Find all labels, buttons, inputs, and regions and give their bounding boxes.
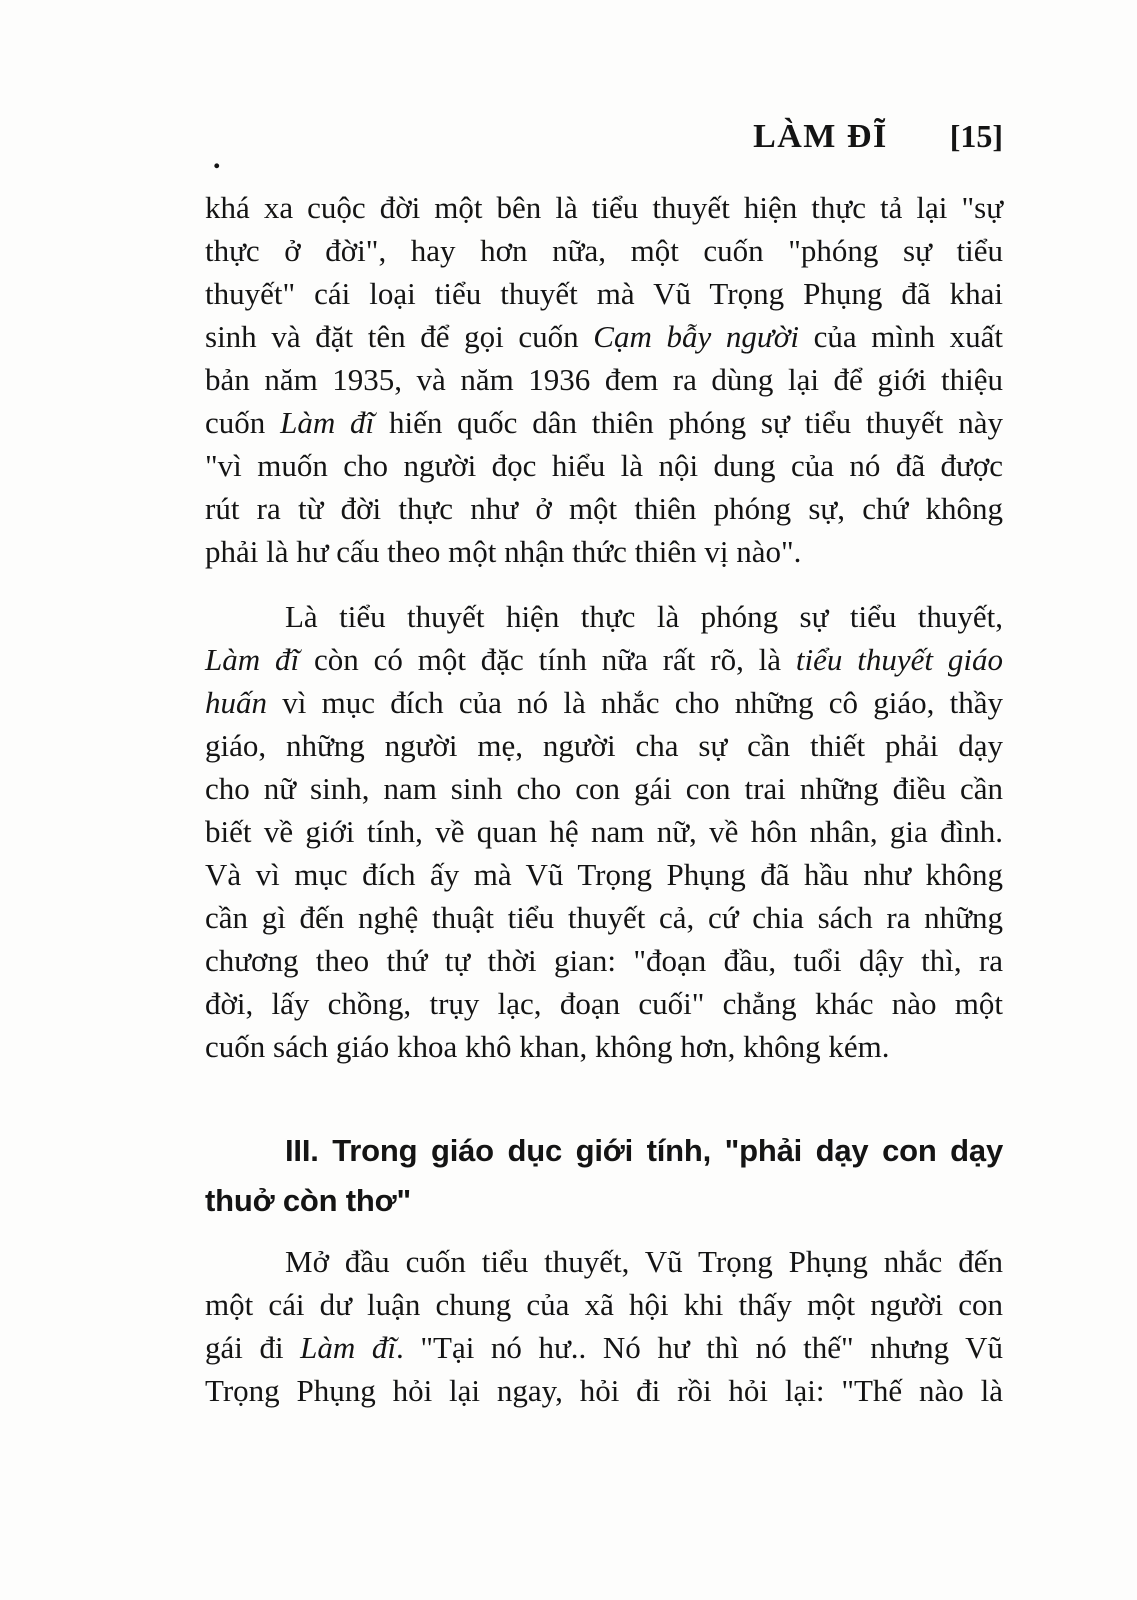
book-title-header: LÀM ĐĨ bbox=[753, 118, 888, 155]
text-segment: đời, lấy chồng, trụy lạc, đoạn cuối" chẳng khác nào một bbox=[205, 986, 1003, 1021]
book-title-italic: Cạm bẫy người bbox=[593, 319, 799, 354]
text-line bbox=[205, 1283, 1003, 1326]
text-segment: "vì muốn cho người đọc hiểu là nội dung của nó đã được bbox=[205, 448, 1003, 483]
text-body bbox=[205, 186, 1003, 1412]
text-segment: vì mục đích của nó là nhắc cho những cô giáo, thầy bbox=[267, 685, 1003, 720]
text-segment: sinh và đặt tên để gọi cuốn bbox=[205, 319, 594, 354]
text-segment: gái đi bbox=[205, 1330, 301, 1365]
text-line bbox=[205, 810, 1003, 853]
text-segment: cuốn bbox=[205, 405, 281, 440]
text-segment: chương theo thứ tự thời gian: "đoạn đầu, tuổi dậy thì, ra bbox=[205, 943, 1003, 978]
paragraph-2 bbox=[205, 595, 1003, 1068]
text-segment: Trọng Phụng hỏi lại ngay, hỏi đi rồi hỏi lại: "Thế nào là bbox=[205, 1373, 1003, 1408]
text-segment: III. Trong giáo dục giới tính, "phải dạy con dạy bbox=[285, 1133, 1003, 1168]
text-line bbox=[205, 1126, 1003, 1176]
text-segment: biết về giới tính, về quan hệ nam nữ, về hôn nhân, gia đình. bbox=[205, 814, 1003, 849]
paragraph-1 bbox=[205, 186, 1003, 573]
text-line bbox=[205, 724, 1003, 767]
text-line bbox=[205, 896, 1003, 939]
text-line bbox=[205, 767, 1003, 810]
text-segment: thuở còn thơ" bbox=[205, 1183, 411, 1218]
text-line bbox=[205, 982, 1003, 1025]
text-segment: hiến quốc dân thiên phóng sự tiểu thuyết này bbox=[374, 405, 1003, 440]
text-line bbox=[205, 487, 1003, 530]
text-line bbox=[205, 229, 1003, 272]
text-line bbox=[205, 595, 1003, 638]
text-line bbox=[205, 1240, 1003, 1283]
text-line bbox=[205, 1025, 1003, 1068]
text-segment: . "Tại nó hư.. Nó hư thì nó thế" nhưng Vũ bbox=[396, 1330, 1003, 1365]
text-segment: Mở đầu cuốn tiểu thuyết, Vũ Trọng Phụng nhắc đến bbox=[285, 1244, 1003, 1279]
text-line bbox=[205, 1176, 1003, 1226]
text-segment: cần gì đến nghệ thuật tiểu thuyết cả, cứ chia sách ra những bbox=[205, 900, 1003, 935]
text-line bbox=[205, 358, 1003, 401]
text-line bbox=[205, 681, 1003, 724]
book-title-italic: Làm đĩ bbox=[300, 1330, 397, 1365]
text-segment: một cái dư luận chung của xã hội khi thấy một người con bbox=[205, 1287, 1003, 1322]
book-title-italic: huấn bbox=[205, 685, 267, 720]
text-segment: bản năm 1935, và năm 1936 đem ra dùng lại để giới thiệu bbox=[205, 362, 1003, 397]
text-segment: giáo, những người mẹ, người cha sự cần thiết phải dạy bbox=[205, 728, 1003, 763]
stray-print-mark: . bbox=[213, 142, 221, 175]
text-segment: khá xa cuộc đời một bên là tiểu thuyết hiện thực tả lại "sự bbox=[205, 190, 1003, 225]
text-line bbox=[205, 1369, 1003, 1412]
text-line bbox=[205, 853, 1003, 896]
text-line bbox=[205, 272, 1003, 315]
page-number: [15] bbox=[949, 118, 1003, 154]
text-segment: Và vì mục đích ấy mà Vũ Trọng Phụng đã hầu như không bbox=[205, 857, 1003, 892]
book-title-italic: Làm đĩ bbox=[280, 405, 375, 440]
section-heading bbox=[205, 1126, 1003, 1226]
text-line bbox=[205, 315, 1003, 358]
paragraph-3 bbox=[205, 1240, 1003, 1412]
book-title-italic: Làm đĩ bbox=[205, 642, 300, 677]
text-segment: rút ra từ đời thực như ở một thiên phóng sự, chứ không bbox=[205, 491, 1003, 526]
text-line bbox=[205, 186, 1003, 229]
text-segment: cuốn sách giáo khoa khô khan, không hơn, không kém. bbox=[205, 1029, 890, 1064]
text-segment: cho nữ sinh, nam sinh cho con gái con trai những điều cần bbox=[205, 771, 1003, 806]
text-segment: Là tiểu thuyết hiện thực là phóng sự tiểu thuyết, bbox=[285, 599, 1003, 634]
book-title-italic: tiểu thuyết giáo bbox=[795, 642, 1003, 677]
text-line bbox=[205, 1326, 1003, 1369]
text-column bbox=[205, 118, 1003, 1412]
text-line bbox=[205, 638, 1003, 681]
text-segment: của mình xuất bbox=[798, 319, 1004, 354]
text-segment: thực ở đời", hay hơn nữa, một cuốn "phóng sự tiểu bbox=[205, 233, 1003, 268]
text-line bbox=[205, 444, 1003, 487]
text-line bbox=[205, 939, 1003, 982]
text-line bbox=[205, 401, 1003, 444]
text-segment: còn có một đặc tính nữa rất rõ, là bbox=[299, 642, 796, 677]
running-header bbox=[205, 118, 1003, 156]
text-line bbox=[205, 530, 1003, 573]
text-segment: phải là hư cấu theo một nhận thức thiên vị nào". bbox=[205, 534, 802, 569]
text-segment: thuyết" cái loại tiểu thuyết mà Vũ Trọng Phụng đã khai bbox=[205, 276, 1003, 311]
